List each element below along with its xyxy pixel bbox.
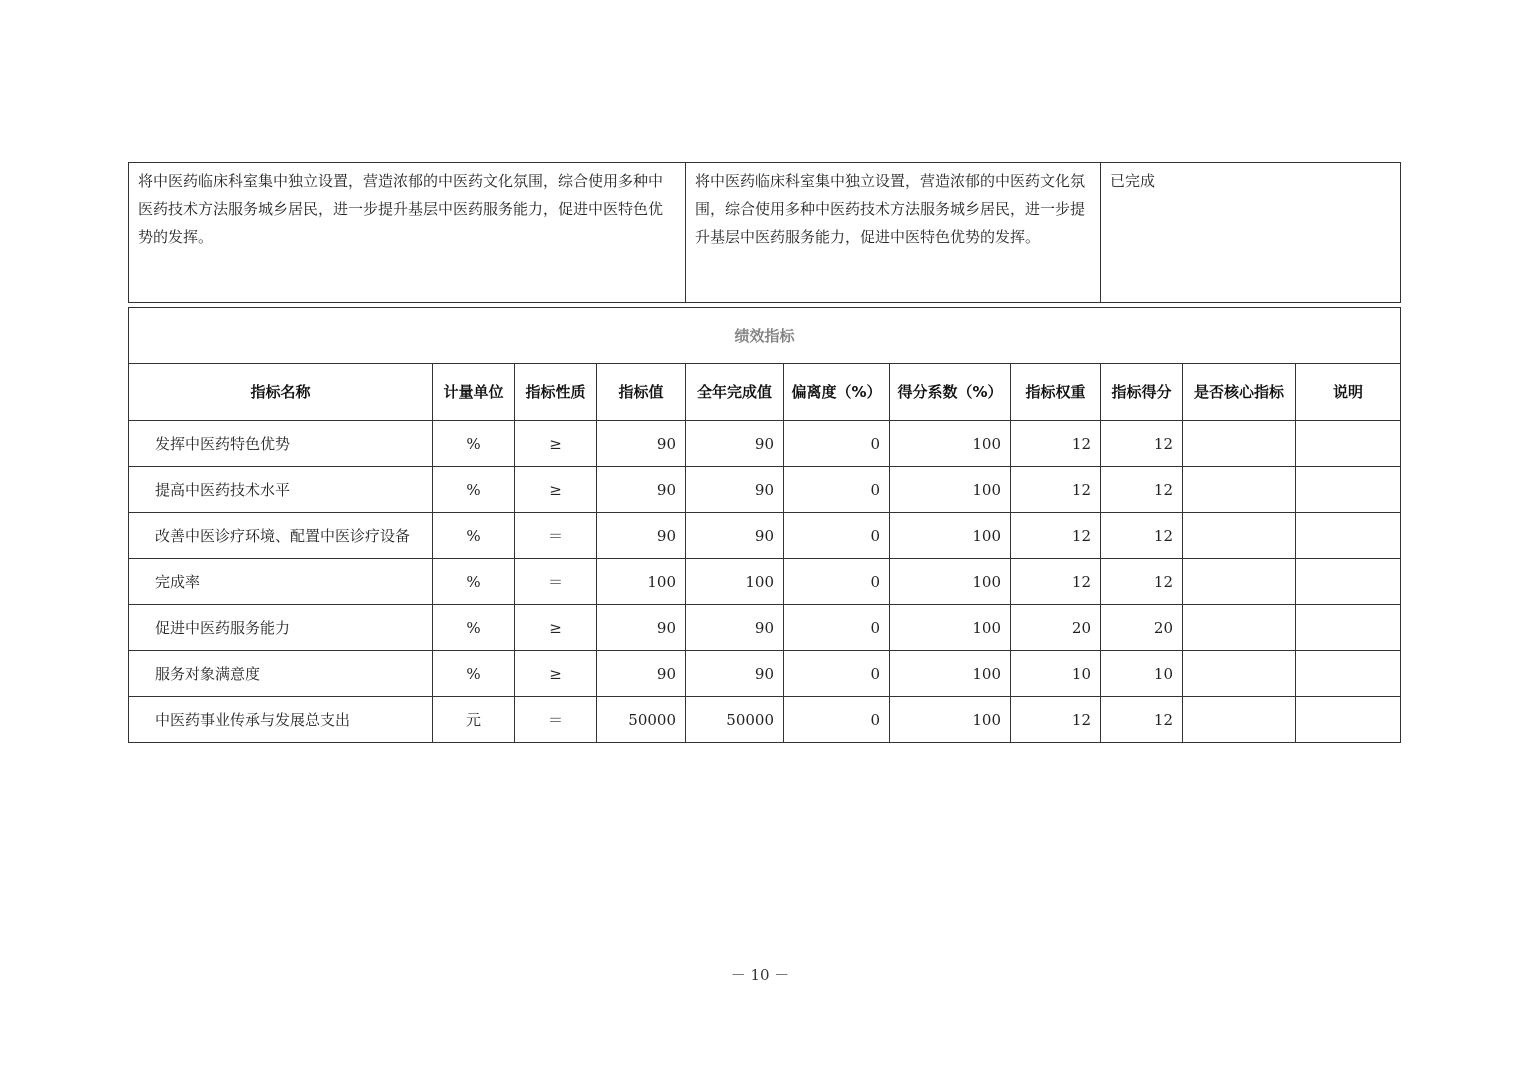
core-flag	[1183, 513, 1296, 559]
indicator-value: 90	[597, 421, 686, 467]
header-note: 说明	[1296, 364, 1401, 421]
coefficient-value: 100	[890, 651, 1011, 697]
deviation-value: 0	[784, 605, 890, 651]
indicator-value: 90	[597, 467, 686, 513]
indicator-nature: ≥	[515, 651, 597, 697]
annual-value: 90	[686, 513, 784, 559]
indicator-unit: %	[433, 651, 515, 697]
coefficient-value: 100	[890, 605, 1011, 651]
actual-completion-cell: 将中医药临床科室集中独立设置，营造浓郁的中医药文化氛围，综合使用多种中医药技术方法服务城乡居民，进一步提升基层中医药服务能力，促进中医特色优势的发挥。	[686, 163, 1101, 303]
score-value: 20	[1101, 605, 1183, 651]
annual-value: 100	[686, 559, 784, 605]
table-row	[129, 467, 1401, 513]
indicator-name: 服务对象满意度	[129, 651, 433, 697]
deviation-value: 0	[784, 421, 890, 467]
section-title: 绩效指标	[129, 308, 1401, 364]
indicator-value: 90	[597, 513, 686, 559]
weight-value: 12	[1011, 513, 1101, 559]
weight-value: 20	[1011, 605, 1101, 651]
note-cell	[1296, 467, 1401, 513]
indicator-name: 中医药事业传承与发展总支出	[129, 697, 433, 743]
indicator-nature: ≥	[515, 605, 597, 651]
indicator-nature: ≥	[515, 421, 597, 467]
note-cell	[1296, 421, 1401, 467]
indicator-value: 50000	[597, 697, 686, 743]
indicator-nature: ＝	[515, 559, 597, 605]
score-value: 12	[1101, 513, 1183, 559]
annual-value: 90	[686, 651, 784, 697]
table-row	[129, 697, 1401, 743]
score-value: 12	[1101, 559, 1183, 605]
note-cell	[1296, 651, 1401, 697]
core-flag	[1183, 697, 1296, 743]
performance-indicator-table	[128, 307, 1401, 743]
indicator-unit: %	[433, 513, 515, 559]
header-score: 指标得分	[1101, 364, 1183, 421]
weight-value: 12	[1011, 421, 1101, 467]
indicator-value: 90	[597, 651, 686, 697]
weight-value: 12	[1011, 559, 1101, 605]
score-value: 12	[1101, 467, 1183, 513]
table-row	[129, 513, 1401, 559]
indicator-unit: %	[433, 421, 515, 467]
header-annual: 全年完成值	[686, 364, 784, 421]
coefficient-value: 100	[890, 421, 1011, 467]
coefficient-value: 100	[890, 697, 1011, 743]
deviation-value: 0	[784, 513, 890, 559]
weight-value: 10	[1011, 651, 1101, 697]
table-row	[129, 605, 1401, 651]
header-coefficient: 得分系数（%）	[890, 364, 1011, 421]
indicator-name: 提高中医药技术水平	[129, 467, 433, 513]
note-cell	[1296, 605, 1401, 651]
table-row	[129, 559, 1401, 605]
indicator-nature: ＝	[515, 513, 597, 559]
core-flag	[1183, 421, 1296, 467]
indicator-value: 90	[597, 605, 686, 651]
header-row	[129, 364, 1401, 421]
header-unit: 计量单位	[433, 364, 515, 421]
annual-value: 90	[686, 467, 784, 513]
weight-value: 12	[1011, 467, 1101, 513]
goal-content-table	[128, 162, 1401, 303]
weight-value: 12	[1011, 697, 1101, 743]
coefficient-value: 100	[890, 467, 1011, 513]
deviation-value: 0	[784, 651, 890, 697]
table-row	[129, 651, 1401, 697]
indicator-unit: %	[433, 467, 515, 513]
deviation-value: 0	[784, 467, 890, 513]
header-nature: 指标性质	[515, 364, 597, 421]
core-flag	[1183, 467, 1296, 513]
indicator-name: 改善中医诊疗环境、配置中医诊疗设备	[129, 513, 433, 559]
indicator-name: 发挥中医药特色优势	[129, 421, 433, 467]
coefficient-value: 100	[890, 513, 1011, 559]
header-name: 指标名称	[129, 364, 433, 421]
core-flag	[1183, 559, 1296, 605]
table-row	[129, 421, 1401, 467]
indicator-unit: 元	[433, 697, 515, 743]
core-flag	[1183, 651, 1296, 697]
page-number: － 10 －	[730, 966, 790, 984]
header-value: 指标值	[597, 364, 686, 421]
indicator-value: 100	[597, 559, 686, 605]
annual-value: 90	[686, 605, 784, 651]
note-cell	[1296, 513, 1401, 559]
indicator-name: 促进中医药服务能力	[129, 605, 433, 651]
score-value: 10	[1101, 651, 1183, 697]
annual-value: 50000	[686, 697, 784, 743]
deviation-value: 0	[784, 697, 890, 743]
header-weight: 指标权重	[1011, 364, 1101, 421]
deviation-value: 0	[784, 559, 890, 605]
note-cell	[1296, 697, 1401, 743]
header-deviation: 偏离度（%）	[784, 364, 890, 421]
indicator-unit: %	[433, 559, 515, 605]
note-cell	[1296, 559, 1401, 605]
score-value: 12	[1101, 697, 1183, 743]
header-core: 是否核心指标	[1183, 364, 1296, 421]
score-value: 12	[1101, 421, 1183, 467]
completion-status-cell: 已完成	[1101, 163, 1401, 303]
indicator-unit: %	[433, 605, 515, 651]
planned-goal-cell: 将中医药临床科室集中独立设置，营造浓郁的中医药文化氛围，综合使用多种中医药技术方法服务城乡居民，进一步提升基层中医药服务能力，促进中医特色优势的发挥。	[129, 163, 686, 303]
core-flag	[1183, 605, 1296, 651]
indicator-nature: ＝	[515, 697, 597, 743]
indicator-name: 完成率	[129, 559, 433, 605]
indicator-nature: ≥	[515, 467, 597, 513]
goal-content-row	[129, 163, 1401, 303]
coefficient-value: 100	[890, 559, 1011, 605]
annual-value: 90	[686, 421, 784, 467]
